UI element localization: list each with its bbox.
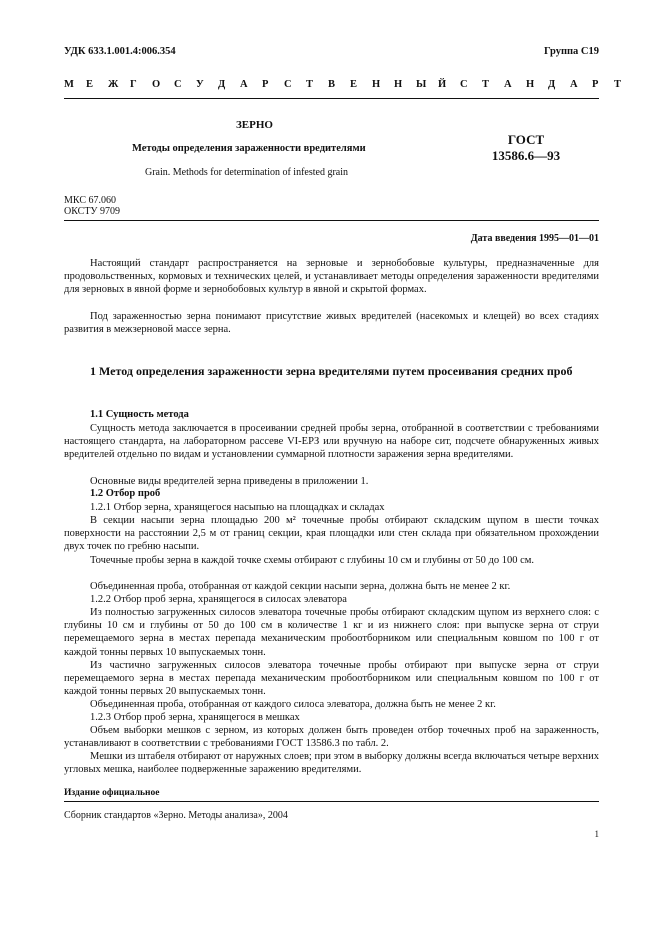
paragraph: Из частично загруженных силосов элеватора точечные пробы отбирают при выпуске зерна от струи перемещаемого зерна в местах перепада механическим пробоотборником или специальным ковшом по 100 г от каждой тонны первых 20 выпускаемых тонн. (64, 660, 599, 698)
udk-code: УДК 633.1.001.4:006.354 (64, 46, 176, 57)
gost-code: 13586.6—93 (491, 148, 561, 163)
paragraph: В секции насыпи зерна площадью 200 м² точечные пробы отбирают складским щупом в шести точках поверхности на расстоянии 2,5 м от границ секции, края площадки или стен склада при обязательном прохождении двух точек по гребню насыпи. (64, 515, 599, 553)
banner-letter: У (196, 79, 204, 90)
paragraph: Основные виды вредителей зерна приведены в приложении 1. (90, 476, 369, 487)
intro-paragraph: Настоящий стандарт распространяется на зерновые и зернобобовые культуры, предназначенные для продовольственных, кормовых и технических целей, и устанавливает методы определения зараженности вредителями для зерновых в явной форме и зернобобовых культур в явной и скрытой формах. (64, 258, 599, 296)
banner-letter: Д (548, 79, 556, 90)
classification-codes (64, 195, 120, 217)
banner-letter: Г (130, 79, 137, 90)
header-rule (64, 98, 599, 99)
banner-letter: А (240, 79, 248, 90)
banner-letter: А (504, 79, 512, 90)
paragraph: Точечные пробы зерна в каждой точке схемы отбирают с глубины 10 см и глубины от 50 до 100 см. (90, 555, 535, 566)
page-number: 1 (594, 829, 599, 839)
banner-letter: С (284, 79, 292, 90)
banner-letter: Е (350, 79, 358, 90)
banner-letter: Ы (416, 79, 427, 90)
document-subtitle: Методы определения зараженности вредителями (132, 143, 366, 154)
banner-letter: С (460, 79, 468, 90)
footer-rule (64, 801, 599, 802)
banner-letter: О (152, 79, 161, 90)
banner-letter: С (174, 79, 182, 90)
banner-letter: Н (372, 79, 381, 90)
okstu-code: ОКСТУ 9709 (64, 206, 121, 217)
banner-letter: Р (262, 79, 269, 90)
banner-letter: Т (306, 79, 314, 90)
official-edition-label: Издание официальное (64, 788, 160, 798)
paragraph: Объединенная проба, отобранная от каждой секции насыпи зерна, должна быть не менее 2 кг. (90, 581, 511, 592)
banner-letter: А (570, 79, 578, 90)
subsection-1-2-heading: 1.2 Отбор проб (90, 488, 161, 499)
paragraph: Объем выборки мешков с зерном, из которых должен быть проведен отбор точечных проб на зараженность, устанавливают в соответствии с требованиями ГОСТ 13586.3 по табл. 2. (64, 725, 599, 750)
source-collection: Сборник стандартов «Зерно. Методы анализа», 2004 (64, 810, 288, 821)
document-title: ЗЕРНО (236, 119, 273, 131)
effective-date: Дата введения 1995—01—01 (470, 233, 599, 244)
banner-letter: Т (482, 79, 490, 90)
group-code: Группа С19 (543, 46, 599, 57)
paragraph: Из полностью загруженных силосов элеватора точечные пробы отбирают складским щупом из верхнего слоя: с глубины 10 см и глубины от 50 до 100 см в количестве 1 кг и из нижнего слоя: при выпуске зерна от струи перемещаемого зерна в местах перепада механическим пробоотборником или специальным ковшом по 100 г от каждой тонны первых 10 выпускаемых тонн. (64, 607, 599, 658)
paragraph: Мешки из штабеля отбирают от наружных слоев; при этом в выборку должны всегда включаться четыре верхних угловых мешка, наиболее подверженные заражению вредителями. (64, 751, 599, 776)
paragraph: 1.2.1 Отбор зерна, хранящегося насыпью на площадках и складах (90, 502, 385, 513)
mks-code: МКС 67.060 (64, 195, 116, 206)
banner-letter: Н (394, 79, 403, 90)
paragraph: 1.2.2 Отбор проб зерна, хранящегося в силосах элеватора (90, 594, 347, 605)
banner-letter: Н (526, 79, 535, 90)
banner-letter: Т (614, 79, 622, 90)
paragraph: Сущность метода заключается в просеивании средней пробы зерна, отобранной в соответствии с требованиями настоящего стандарта, на лабораторном рассеве VI-ЕРЗ или вручную на наборе сит, подсчете обнаруженных живых вредителей отдельно по видам и установлении суммарной плотности заражения зерна вредителями. (64, 423, 599, 461)
banner-letter: Р (592, 79, 599, 90)
banner-letter: М (64, 79, 74, 90)
paragraph: 1.2.3 Отбор проб зерна, хранящегося в мешках (90, 712, 300, 723)
paragraph: Объединенная проба, отобранная от каждого силоса элеватора, должна быть не менее 2 кг. (90, 699, 496, 710)
banner-letter: Е (86, 79, 94, 90)
section-1-heading: 1 Метод определения зараженности зерна вредителями путем просеивания средних проб (90, 364, 573, 378)
banner-word-standard (460, 79, 636, 90)
banner-letter: Ж (108, 79, 119, 90)
banner-word-interstate (64, 79, 460, 90)
banner-letter: В (328, 79, 336, 90)
gost-label: ГОСТ (507, 132, 545, 147)
codes-rule (64, 220, 599, 221)
interstate-standard-banner (64, 79, 622, 90)
gost-number (486, 132, 566, 164)
document-title-english: Grain. Methods for determination of infested grain (145, 167, 348, 178)
banner-letter: Д (218, 79, 226, 90)
subsection-1-1-heading: 1.1 Сущность метода (90, 409, 189, 420)
intro-paragraph: Под зараженностью зерна понимают присутствие живых вредителей (насекомых и клещей) во всех стадиях развития в межзерновой массе зерна. (64, 311, 599, 336)
banner-letter: Й (438, 79, 447, 90)
